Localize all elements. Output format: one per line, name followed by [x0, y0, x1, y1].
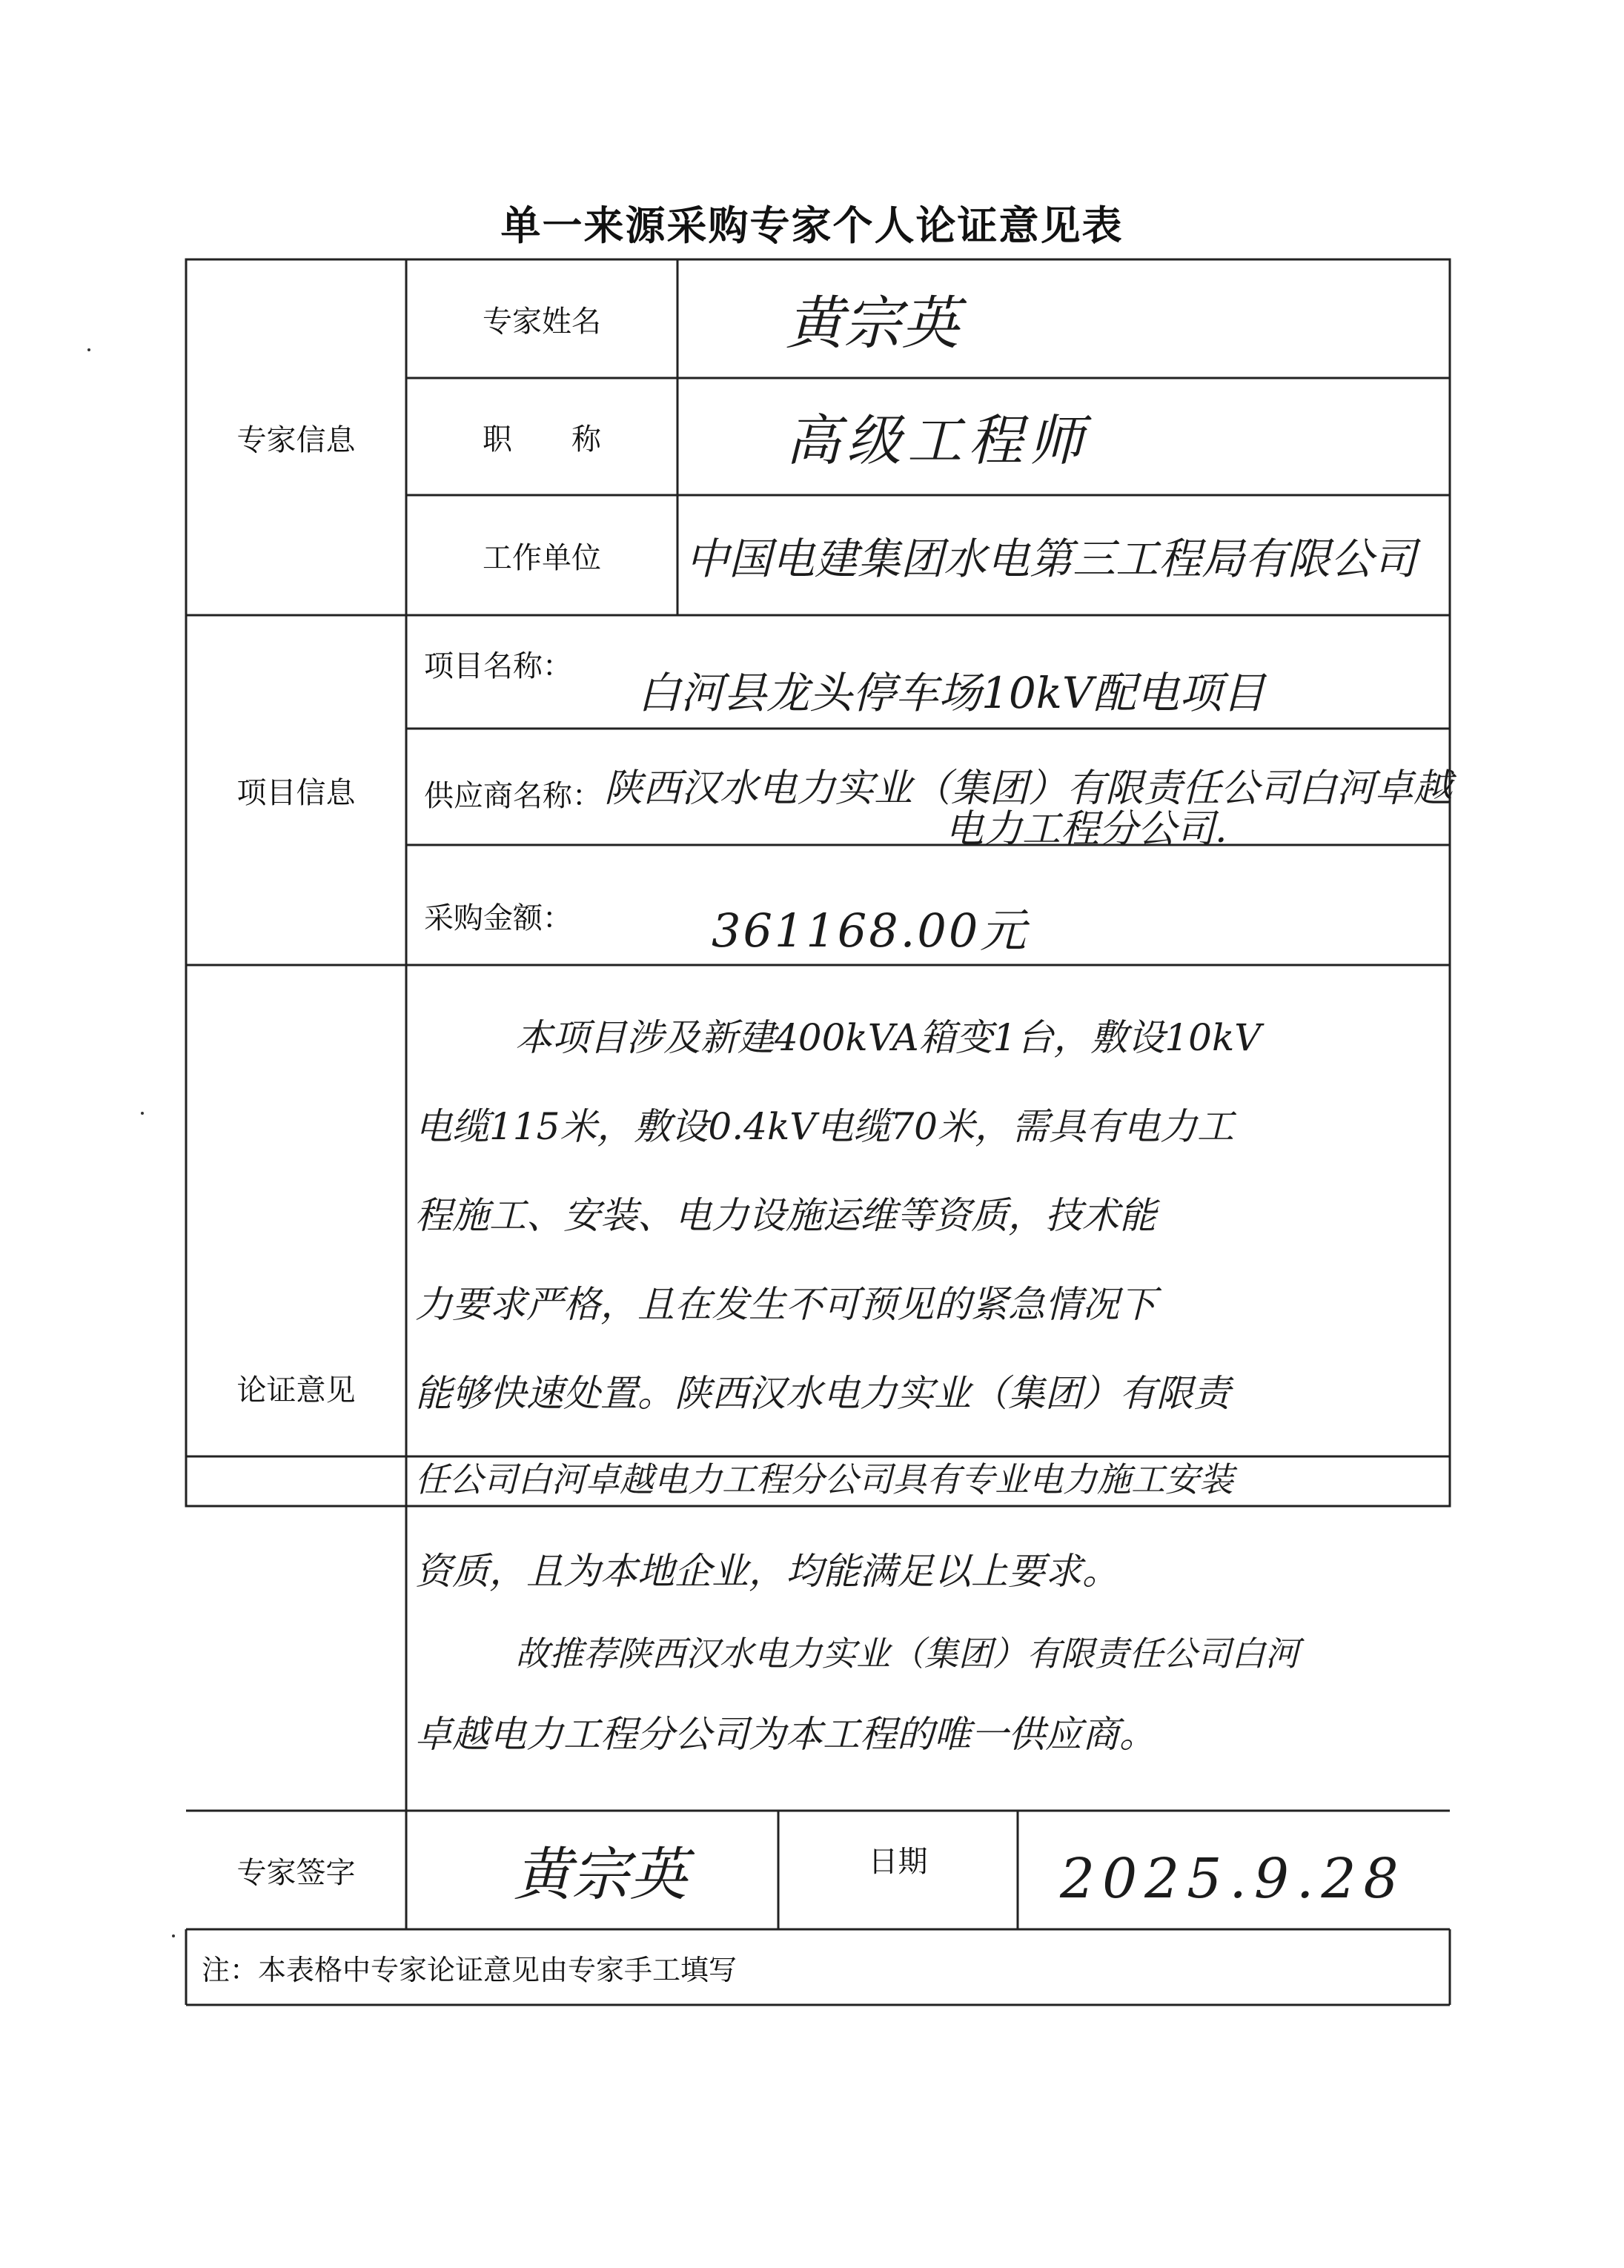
opinion-line: 电缆115米，敷设0.4kV电缆70米，需具有电力工: [415, 1105, 1234, 1148]
project-info-section-label: 项目信息: [236, 775, 356, 810]
employer-value: 中国电建集团水电第三工程局有限公司: [686, 534, 1417, 584]
date-value: 2025.9.28: [1060, 1847, 1406, 1911]
employer-label: 工作单位: [483, 540, 601, 575]
amount-value: 361168.00元: [712, 903, 1029, 958]
opinion-line: 程施工、安装、电力设施运维等资质，技术能: [415, 1194, 1156, 1237]
amount-label: 采购金额：: [424, 901, 572, 935]
form-note: 注：本表格中专家论证意见由专家手工填写: [202, 1953, 738, 1986]
expert-title-label: 职 称: [483, 422, 601, 457]
form-title: 单一来源采购专家个人论证意见表: [500, 202, 1124, 249]
opinion-line: 卓越电力工程分公司为本工程的唯一供应商。: [415, 1713, 1156, 1756]
opinion-line: 能够快速处置。陕西汉水电力实业（集团）有限责: [415, 1372, 1230, 1415]
scan-speck: [172, 1934, 175, 1937]
opinion-line: 力要求严格，且在发生不可预见的紧急情况下: [415, 1283, 1156, 1326]
opinion-section-label: 论证意见: [236, 1373, 356, 1407]
scan-speck: [141, 1112, 144, 1115]
project-name-value: 白河县龙头停车场10kV配电项目: [637, 668, 1265, 718]
signature-label: 专家签字: [236, 1855, 356, 1890]
expert-info-section-label: 专家信息: [236, 422, 356, 457]
expert-title-value: 高级工程师: [786, 409, 1090, 473]
supplier-label: 供应商名称：: [424, 778, 602, 813]
expert-name-label: 专家姓名: [483, 304, 601, 339]
expert-name-value: 黄宗英: [786, 291, 960, 357]
opinion-line: 资质，且为本地企业，均能满足以上要求。: [415, 1550, 1119, 1593]
supplier-value-line1: 陕西汉水电力实业（集团）有限责任公司白河卓越: [604, 766, 1453, 811]
opinion-line: 本项目涉及新建400kVA箱变1台，敷设10kV: [515, 1016, 1262, 1059]
supplier-value-line2: 电力工程分公司.: [945, 806, 1227, 852]
project-name-label: 项目名称：: [424, 649, 572, 683]
opinion-line: 任公司白河卓越电力工程分公司具有专业电力施工安装: [415, 1459, 1233, 1499]
opinion-line: 故推荐陕西汉水电力实业（集团）有限责任公司白河: [515, 1634, 1299, 1674]
scan-speck: [87, 348, 90, 351]
date-label: 日期: [868, 1844, 928, 1879]
signature-value: 黄宗英: [513, 1842, 687, 1909]
